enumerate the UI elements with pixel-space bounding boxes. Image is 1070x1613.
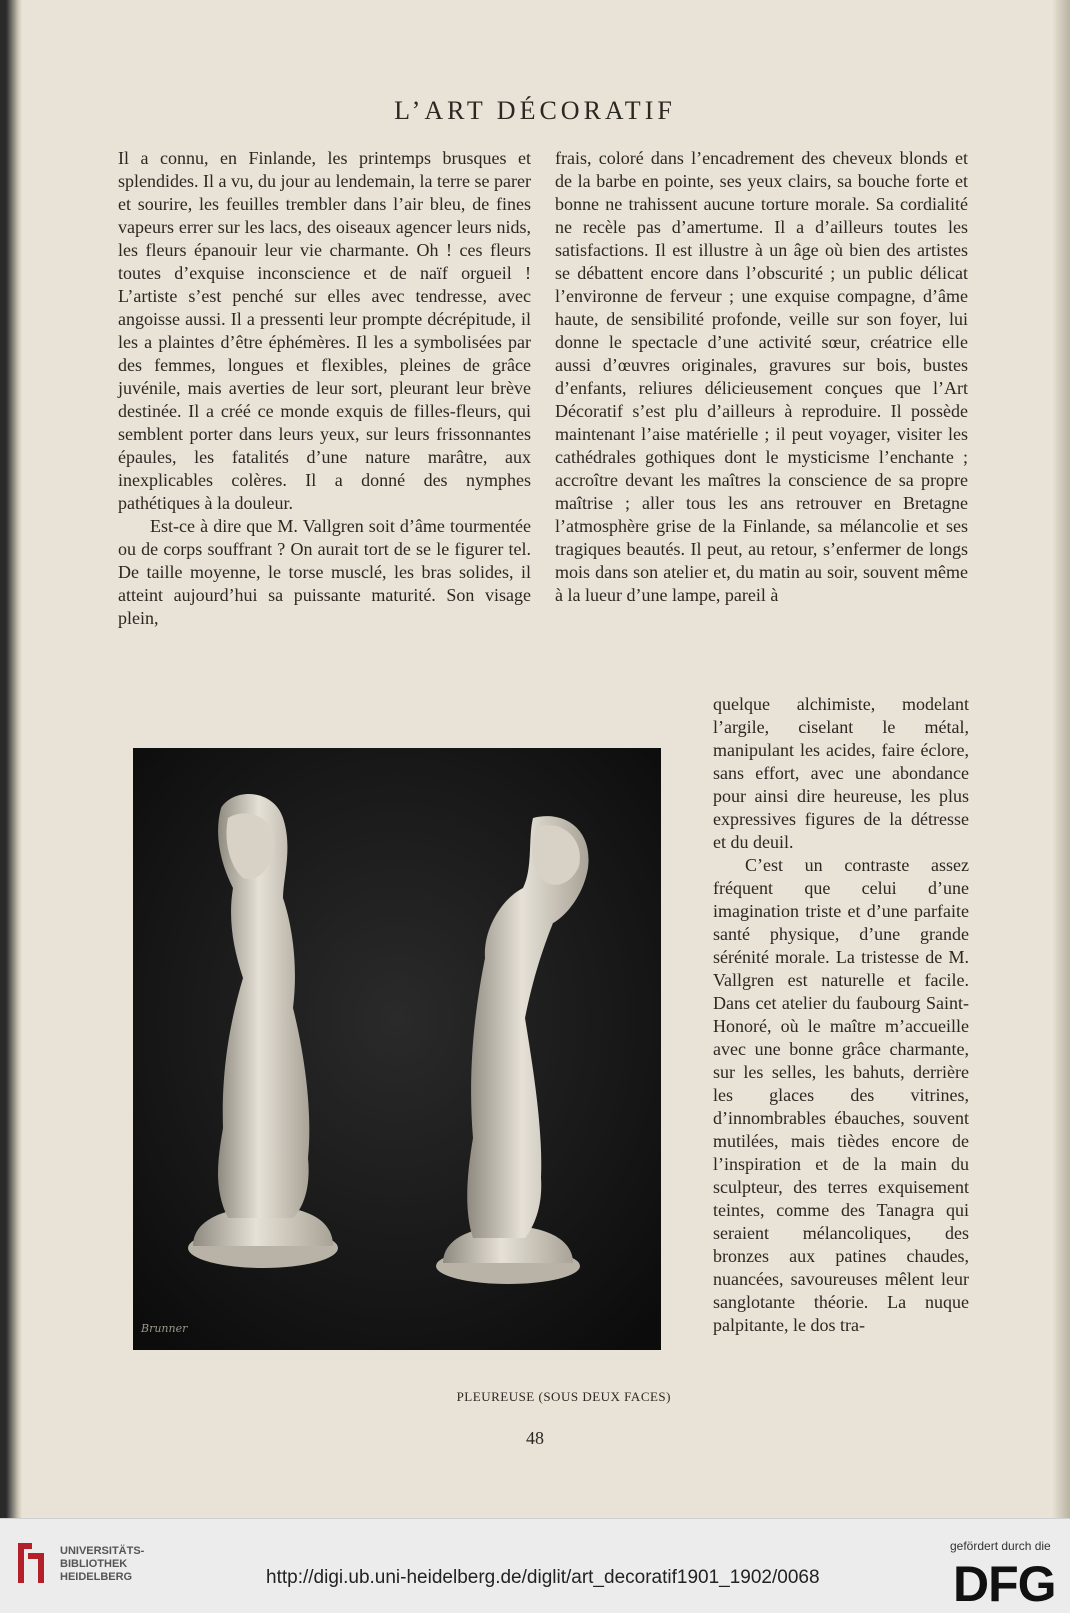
digitization-footer (0, 1518, 1070, 1613)
sculpture-photograph (133, 748, 661, 1350)
university-library-logo-icon (14, 1539, 48, 1587)
paragraph: Est-ce à dire que M. Vallgren soit d’âme tourmentée ou de corps souffrant ? On aurait tort de se le figurer tel. De taille moyenne, le torse musclé, les bras solides, il atteint aujourd’hui sa puissante maturité. Son visage plein, (118, 516, 531, 628)
paragraph: C’est un contraste assez fréquent que celui d’une imagination triste et d’une parfaite santé physique, d’une grande sérénité morale. La tristesse de M. Vallgren est naturelle et facile. Dans cet atelier du faubourg Saint-Honoré, où le maître m’accueille avec une bonne grâce charmante, sur les selles, les bahuts, derrière les glaces des vitrines, d’innombrables ébauches, souvent mutilées, mais tièdes encore de l’inspiration et de la main du sculpteur, des terres exquisement teintes, comme des Tanagra qui seraient mélancoliques, des bronzes aux patines chaudes, nuancées, savoureuses mêlent leur sanglotante théorie. La nuque palpitante, le dos tra- (713, 855, 969, 1335)
dfg-logo: DFG (953, 1556, 1056, 1612)
institution-name (60, 1545, 144, 1584)
photo-illustration (133, 748, 661, 1350)
institution-line-3: HEIDELBERG (60, 1571, 133, 1583)
paragraph: Il a connu, en Finlande, les printemps brusques et splendides. Il a vu, du jour au lendemain, la terre se parer et sourire, les feuilles trembler dans l’air bleu, de fines vapeurs errer sur les lacs, des oiseaux agencer leurs nids, les fleurs épanouir leur vie charmante. Oh ! ces fleurs toutes d’exquise inconscience et de naïf orgueil ! L’artiste s’est penché sur elles avec tendresse, avec angoisse aussi. Il a pressenti leur prompte décrépitude, il les a plaintes d’être éphémères. Il les a symbolisées par des femmes, longues et flexibles, pleines de grâce juvénile, mais averties de leur sort, pleurant leur brève destinée. Il a créé ce monde exquis de filles-fleurs, qui semblent porter dans leurs yeux, sur leurs frissonnantes épaules, les fatalités d’une nature marâtre, aux inexplicables colères. Il a donné des nymphes pathétiques à la douleur. (118, 148, 531, 513)
photographer-signature: Brunner (141, 1322, 188, 1335)
sponsor-text: gefördert durch die (950, 1539, 1051, 1553)
running-title: L’ART DÉCORATIF (394, 96, 676, 125)
text-column-left (118, 147, 531, 630)
figure-caption: PLEUREUSE (SOUS DEUX FACES) (456, 1389, 671, 1404)
institution-line-2: BIBLIOTHEK (60, 1558, 128, 1570)
paragraph: frais, coloré dans l’encadrement des cheveux blonds et de la barbe en pointe, ses yeux clairs, sa bouche forte et bonne ne trahissent aucune torture morale. Sa cordialité ne recèle pas d’amertume. Il a d’ailleurs toutes les satisfactions. Il est illustre à un âge où bien des artistes se débattent encore dans l’obscurité ; un public délicat l’environne de ferveur ; une exquise compagne, d’âme haute, de sensibilité profonde, veille sur son foyer, lui donne le spectacle d’une activité sœur, créatrice elle aussi d’œuvres originales, gravures sur bois, bustes d’enfants, reliures délicieusement conçues que l’Art Décoratif s’est plu d’ailleurs à reproduire. Il possède maintenant l’aise matérielle ; il peut voyager, visiter les cathédrales gothiques dont le mysticisme l’enchante ; accroître devant les maîtres la conscience de sa propre maîtrise ; aller tous les ans retrouver en Bretagne l’atmosphère grise de la Finlande, sa mélancolie et ses tragiques beautés. Il peut, au retour, s’enfermer de longs mois dans son atelier et, du matin au soir, souvent même à la lueur d’une lampe, pareil à (555, 148, 968, 605)
page-number: 48 (526, 1428, 544, 1448)
text-column-middle (555, 147, 968, 607)
source-url-link[interactable]: http://digi.ub.uni-heidelberg.de/diglit/art_decoratif1901_1902/0068 (266, 1567, 820, 1588)
institution-line-1: UNIVERSITÄTS- (60, 1545, 145, 1557)
paragraph: quelque alchimiste, modelant l’argile, ciselant le métal, manipulant les acides, faire éclore, sans effort, avec une abondance pour ainsi dire heureuse, les plus expressives figures de la détresse et du deuil. (713, 694, 969, 852)
text-column-right (713, 693, 969, 1337)
